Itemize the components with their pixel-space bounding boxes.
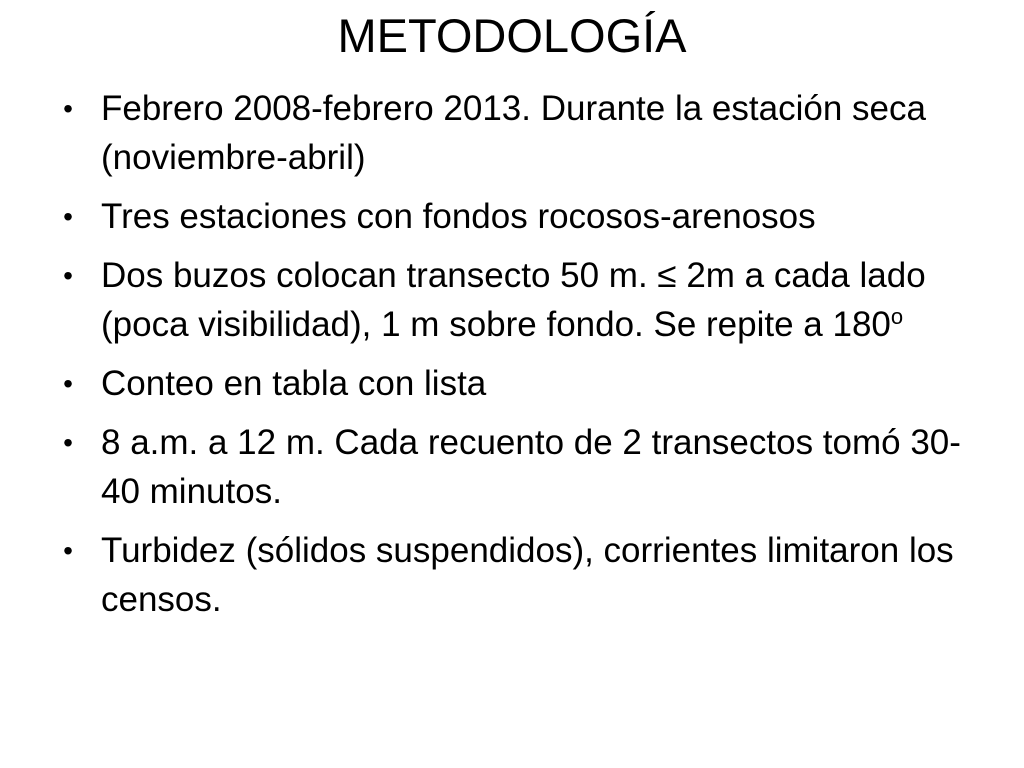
- bullet-icon: •: [63, 201, 73, 232]
- bullet-text: Febrero 2008-febrero 2013. Durante la estación seca (noviembre-abril): [101, 89, 926, 177]
- bullet-text: Turbidez (sólidos suspendidos), corrientes limitaron los censos.: [101, 531, 954, 619]
- bullet-icon: •: [63, 260, 73, 291]
- bullet-list: [56, 84, 986, 634]
- bullet-item-divers: [56, 251, 986, 349]
- bullet-text-main: Dos buzos colocan transecto 50 m. ≤ 2m a cada lado (poca visibilidad), 1 m sobre fondo. Se repite a 180: [101, 256, 926, 344]
- degree-superscript: o: [890, 304, 904, 329]
- bullet-icon: •: [63, 427, 73, 458]
- slide-title: METODOLOGÍA: [337, 9, 687, 62]
- bullet-item-schedule: [56, 418, 986, 516]
- bullet-item-period: [56, 84, 986, 182]
- bullet-text: Tres estaciones con fondos rocosos-arenosos: [101, 197, 816, 236]
- bullet-item-stations: [56, 192, 986, 241]
- bullet-icon: •: [63, 535, 73, 566]
- bullet-text: 8 a.m. a 12 m. Cada recuento de 2 transectos tomó 30-40 minutos.: [101, 423, 961, 511]
- bullet-text: Conteo en tabla con lista: [101, 364, 487, 403]
- bullet-text: [101, 251, 986, 349]
- bullet-item-count: [56, 359, 986, 408]
- bullet-item-limitations: [56, 526, 986, 624]
- bullet-icon: •: [63, 93, 73, 124]
- bullet-icon: •: [63, 368, 73, 399]
